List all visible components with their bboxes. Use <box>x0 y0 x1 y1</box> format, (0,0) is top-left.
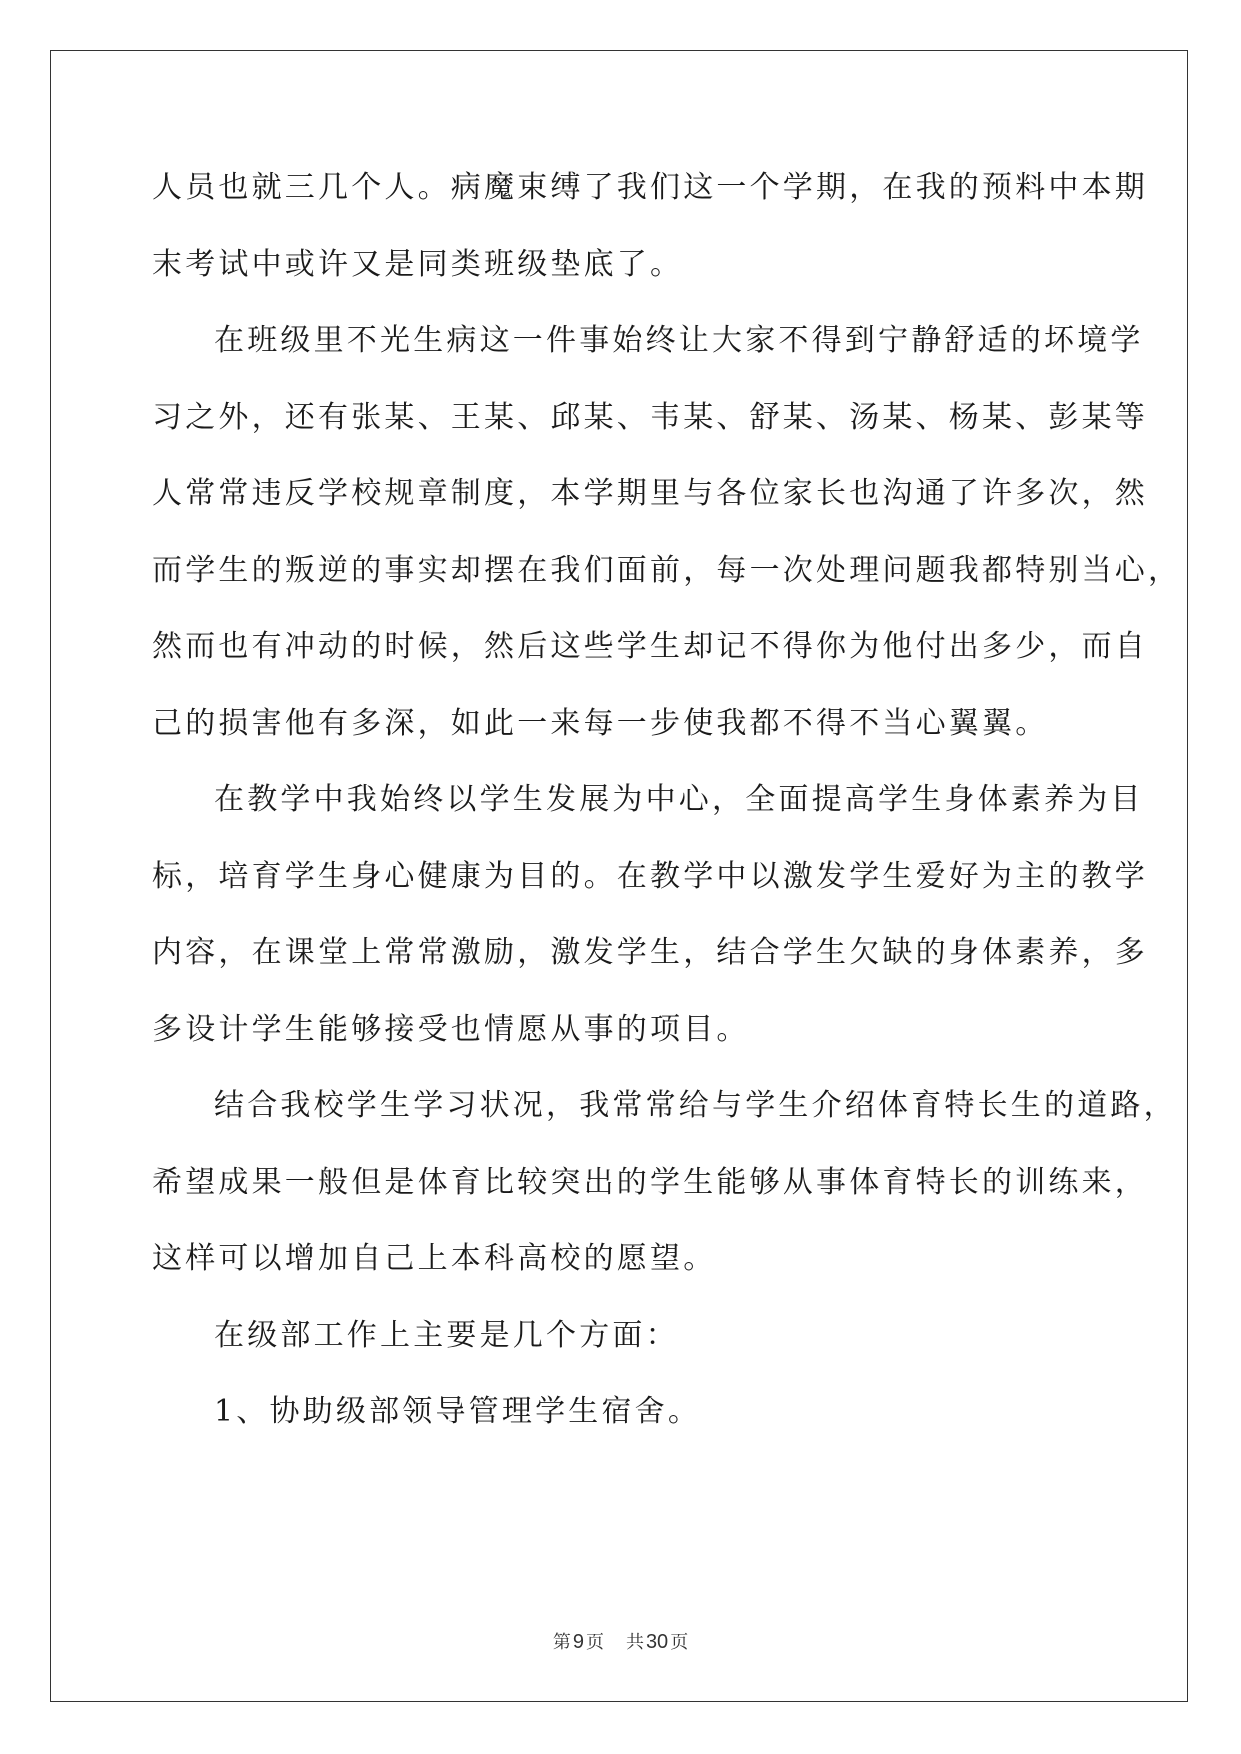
page-prefix: 第 <box>552 1632 571 1653</box>
text-line: 习之外，还有张某、王某、邱某、韦某、舒某、汤某、杨某、彭某等 <box>152 399 1148 435</box>
text-line: 而学生的叛逆的事实却摆在我们面前，每一次处理问题我都特别当心， <box>152 552 1182 588</box>
total-suffix: 页 <box>670 1632 689 1653</box>
text-line: 多设计学生能够接受也情愿从事的项目。 <box>152 1011 750 1047</box>
list-item-line: 1、协助级部领导管理学生宿舍。 <box>214 1394 702 1429</box>
text-line: 然而也有冲动的时候，然后这些学生却记不得你为他付出多少，而自 <box>152 629 1148 664</box>
text-line: 人员也就三几个人。病魔束缚了我们这一个学期，在我的预料中本期 <box>152 170 1148 205</box>
text-line: 末考试中或许又是同类班级垫底了。 <box>152 246 684 282</box>
page-footer <box>0 1628 1241 1654</box>
paragraph-start-line: 在教学中我始终以学生发展为中心，全面提高学生身体素养为目 <box>214 782 1144 817</box>
text-line: 内容，在课堂上常常激励，激发学生，结合学生欠缺的身体素养，多 <box>152 935 1148 970</box>
text-line: 己的损害他有多深，如此一来每一步使我都不得不当心翼翼。 <box>152 705 1049 741</box>
text-line: 希望成果一般但是体育比较突出的学生能够从事体育特长的训练来， <box>152 1164 1148 1200</box>
document-body <box>152 162 1182 1463</box>
paragraph-start-line: 在班级里不光生病这一件事始终让大家不得到宁静舒适的坏境学 <box>214 323 1144 358</box>
text-line: 标，培育学生身心健康为目的。在教学中以激发学生爱好为主的教学 <box>152 858 1148 894</box>
text-line: 人常常违反学校规章制度，本学期里与各位家长也沟通了许多次，然 <box>152 476 1148 511</box>
paragraph-start-line: 结合我校学生学习状况，我常常给与学生介绍体育特长生的道路， <box>214 1088 1177 1123</box>
page-suffix: 页 <box>585 1632 604 1653</box>
total-pages: 30 <box>645 1631 669 1653</box>
paragraph-start-line: 在级部工作上主要是几个方面： <box>214 1317 679 1353</box>
page-number: 9 <box>572 1631 584 1653</box>
text-line: 这样可以增加自己上本科高校的愿望。 <box>152 1241 717 1276</box>
total-prefix: 共 <box>625 1632 644 1653</box>
